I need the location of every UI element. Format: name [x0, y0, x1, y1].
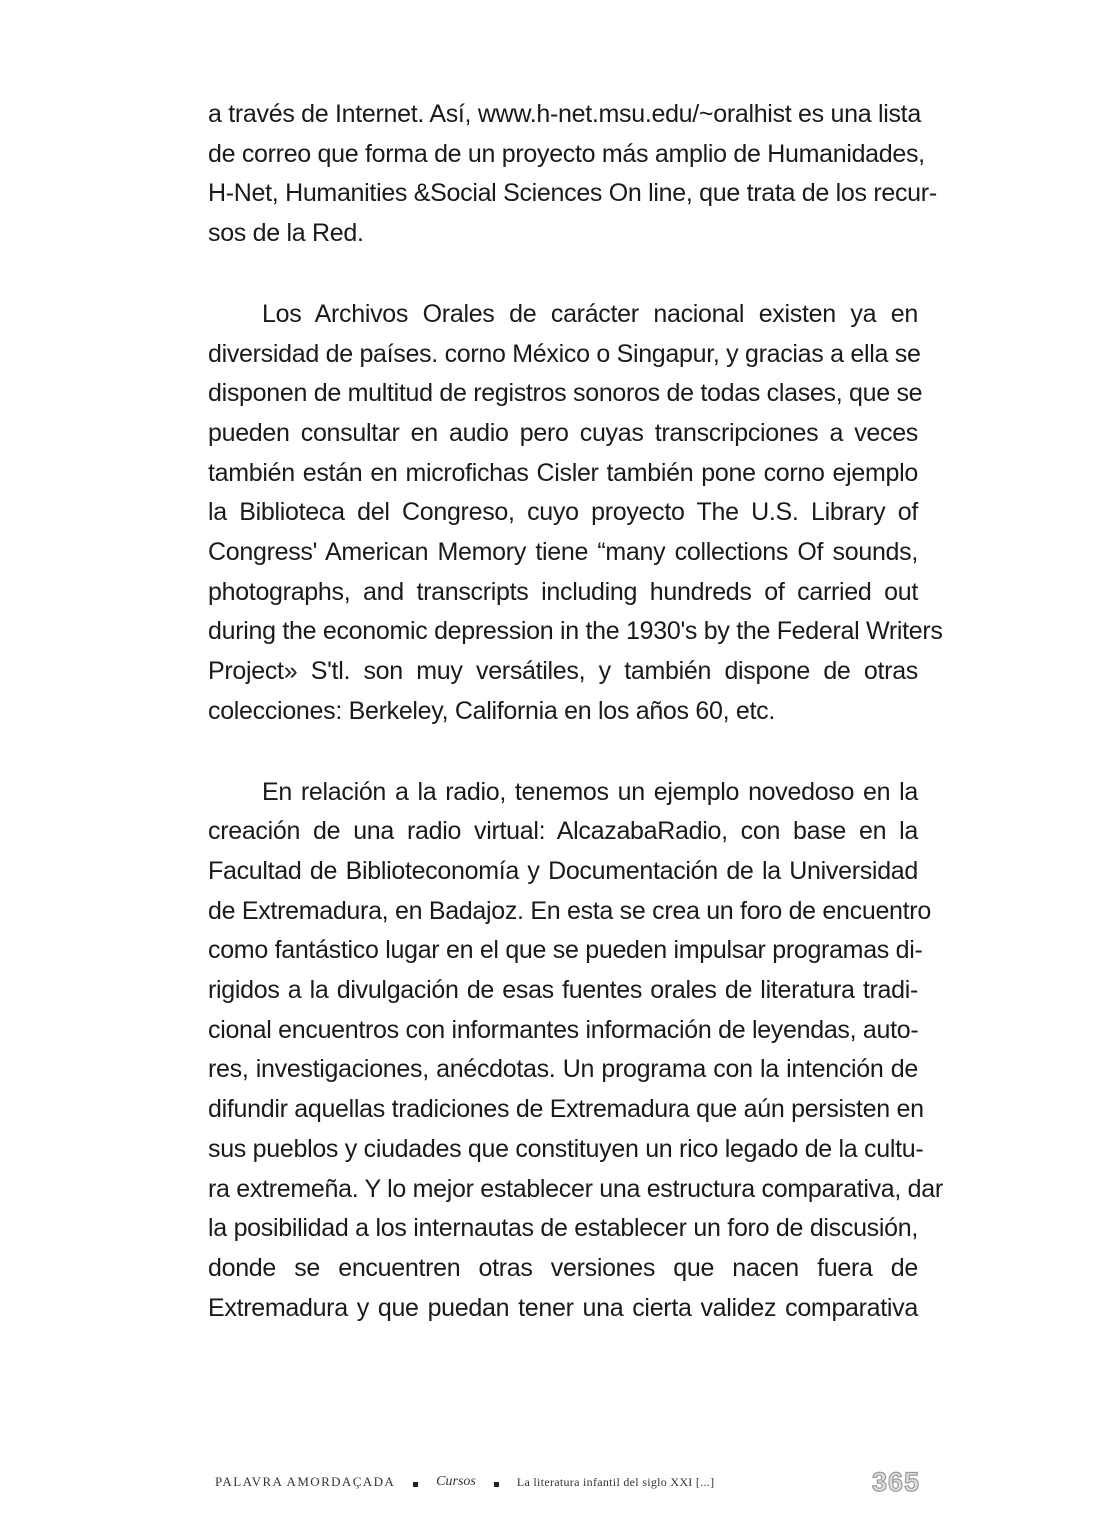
- text-line: Los Archivos Orales de carácter nacional existen ya en: [262, 299, 918, 328]
- paragraph-gap: [208, 732, 918, 773]
- text-line: sus pueblos y ciudades que constituyen un rico legado de la cultu-: [208, 1134, 924, 1163]
- text-line: Project» S'tl. son muy versátiles, y también dispone de otras: [208, 657, 918, 686]
- text-line: during the economic depression in the 1930's by the Federal Writers: [208, 617, 943, 646]
- text-line: la Biblioteca del Congreso, cuyo proyecto The U.S. Library of: [208, 498, 918, 527]
- text-line: la posibilidad a los internautas de establecer un foro de discusión,: [208, 1214, 918, 1243]
- text-line: difundir aquellas tradiciones de Extremadura que aún persisten en: [208, 1095, 924, 1124]
- text-line: cional encuentros con informantes información de leyendas, auto-: [208, 1015, 919, 1044]
- journal-name: PALAVRA AMORDAÇADA: [215, 1474, 396, 1489]
- text-line: disponen de multitud de registros sonoros de todas clases, que se: [208, 379, 923, 408]
- text-line: En relación a la radio, tenemos un ejemplo novedoso en la: [262, 777, 918, 806]
- section-name: Cursos: [436, 1474, 476, 1489]
- text-line: colecciones: Berkeley, California en los años 60, etc.: [208, 696, 775, 725]
- text-line: Extremadura y que puedan tener una cierta validez comparativa: [208, 1293, 918, 1322]
- text-line: donde se encuentren otras versiones que nacen fuera de: [208, 1253, 918, 1282]
- text-line: sos de la Red.: [208, 219, 364, 248]
- text-line: H-Net, Humanities &Social Sciences On line, que trata de los recur-: [208, 179, 937, 208]
- text-line: diversidad de países. corno México o Singapur, y gracias a ella se: [208, 339, 921, 368]
- text-line: Congress' American Memory tiene “many collections Of sounds,: [208, 538, 918, 567]
- text-line: res, investigaciones, anécdotas. Un programa con la intención de: [208, 1055, 918, 1084]
- text-line: de Extremadura, en Badajoz. En esta se crea un foro de encuentro: [208, 896, 931, 925]
- paragraph: [208, 95, 937, 254]
- article-title: La literatura infantil del siglo XXI [...]: [516, 1474, 715, 1489]
- bullet-separator-icon: [413, 1482, 418, 1487]
- paragraph: [208, 295, 943, 732]
- text-line: Facultad de Biblioteconomía y Documentación de la Universidad: [208, 856, 918, 885]
- text-line: como fantástico lugar en el que se pueden impulsar programas di-: [208, 936, 923, 965]
- text-line: rigidos a la divulgación de esas fuentes orales de literatura tradi-: [208, 976, 918, 1005]
- text-line: ra extremeña. Y lo mejor establecer una estructura comparativa, dar: [208, 1174, 943, 1203]
- paragraph-gap: [208, 254, 918, 295]
- running-footer: [215, 1462, 920, 1502]
- text-line: de correo que forma de un proyecto más amplio de Humanidades,: [208, 139, 925, 168]
- paragraph: [208, 773, 943, 1329]
- text-line: photographs, and transcripts including hundreds of carried out: [208, 577, 918, 606]
- text-line: también están en microfichas Cisler también pone corno ejemplo: [208, 458, 918, 487]
- body-text: [208, 95, 943, 1328]
- text-line: creación de una radio virtual: AlcazabaRadio, con base en la: [208, 817, 918, 846]
- text-line: a través de Internet. Así, www.h-net.msu.edu/~oralhist es una lista: [208, 100, 921, 128]
- text-line: pueden consultar en audio pero cuyas transcripciones a veces: [208, 418, 918, 447]
- bullet-separator-icon: [494, 1482, 499, 1487]
- page-number: 365: [871, 1466, 920, 1497]
